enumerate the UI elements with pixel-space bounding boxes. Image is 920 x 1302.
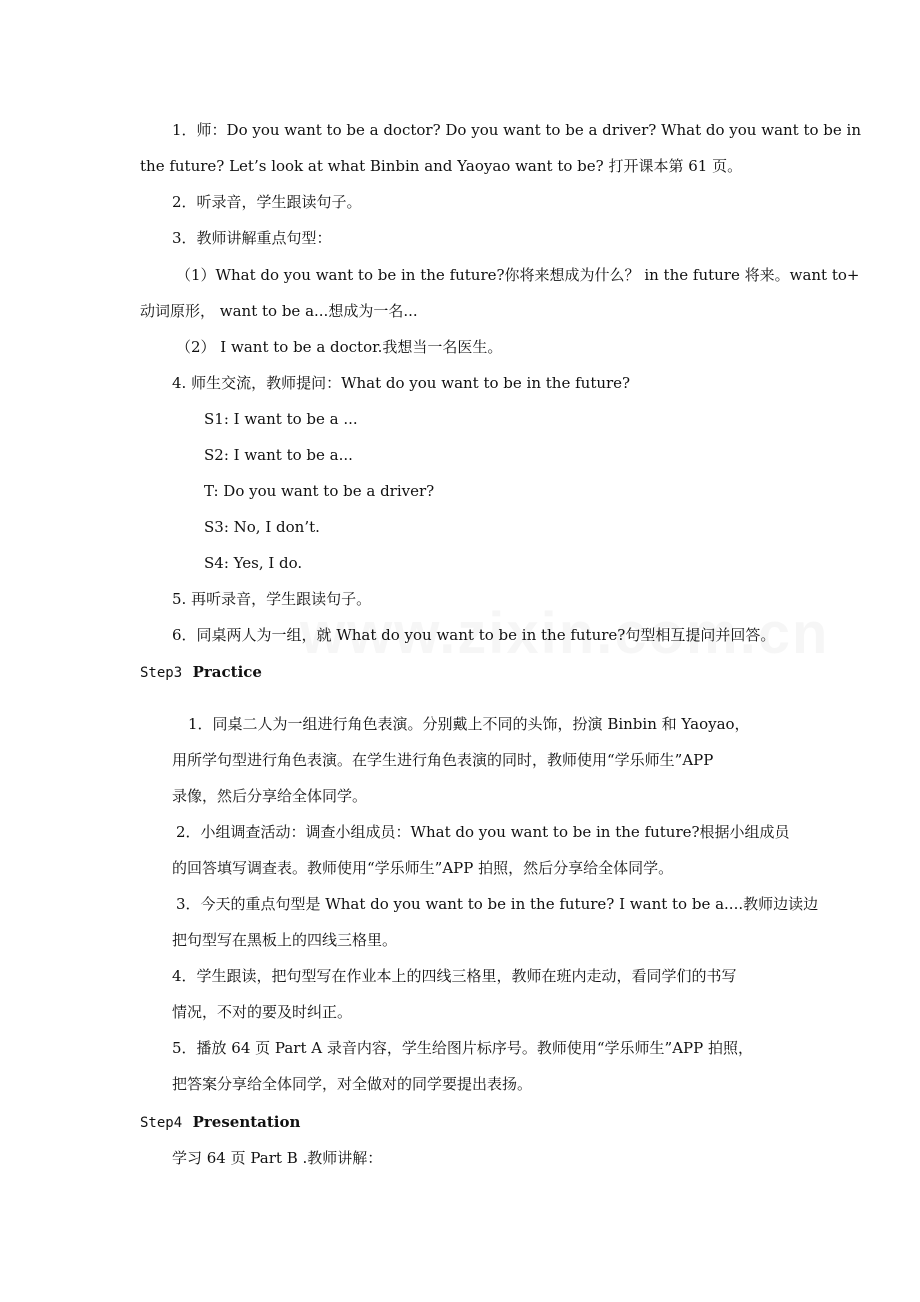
text-line: 录像，然后分享给全体同学。 — [172, 787, 368, 805]
text-line: the future? Let’s look at what Binbin and Yaoyao want to be? 打开课本第 61 页。 — [140, 157, 743, 175]
text-line: 3．教师讲解重点句型： — [172, 229, 332, 247]
text-line: 5．播放 64 页 Part A 录音内容，学生给图片标序号。教师使用“学乐师生”APP 拍照， — [172, 1039, 753, 1057]
text-line: （1）What do you want to be in the future?你将来想成为什么？ in the future 将来。want to+ — [176, 266, 860, 284]
text-line: 2．听录音，学生跟读句子。 — [172, 193, 362, 211]
text-line: 3．今天的重点句型是 What do you want to be in the future? I want to be a....教师边读边 — [176, 895, 819, 913]
text-line: 4．学生跟读，把句型写在作业本上的四线三格里，教师在班内走动，看同学们的书写 — [172, 967, 737, 985]
step4-heading — [140, 1112, 300, 1133]
text-line: （2） I want to be a doctor.我想当一名医生。 — [176, 338, 503, 356]
text-line: 把答案分享给全体同学，对全做对的同学要提出表扬。 — [172, 1075, 533, 1093]
text-line: 5. 再听录音，学生跟读句子。 — [172, 590, 372, 608]
dialogue-line: S1: I want to be a ... — [204, 410, 358, 428]
text-line: 情况，不对的要及时纠正。 — [172, 1003, 353, 1021]
dialogue-line: T: Do you want to be a driver? — [204, 482, 435, 500]
step3-code: Step3 — [140, 665, 183, 681]
text-line: 学习 64 页 Part B .教师讲解： — [172, 1149, 383, 1167]
text-line: 4. 师生交流，教师提问：What do you want to be in the future? — [172, 374, 631, 392]
step3-heading — [140, 662, 262, 683]
text-line: 用所学句型进行角色表演。在学生进行角色表演的同时，教师使用“学乐师生”APP — [172, 751, 714, 769]
dialogue-line: S2: I want to be a... — [204, 446, 353, 464]
text-line: 1．师：Do you want to be a doctor? Do you want to be a driver? What do you want to be in — [172, 121, 862, 139]
text-line: 的回答填写调查表。教师使用“学乐师生”APP 拍照，然后分享给全体同学。 — [172, 859, 674, 877]
text-line: 1．同桌二人为一组进行角色表演。分别戴上不同的头饰，扮演 Binbin 和 Yaoyao， — [188, 715, 750, 733]
step3-title: Practice — [192, 663, 262, 681]
text-line: 6．同桌两人为一组，就 What do you want to be in the future?句型相互提问并回答。 — [172, 626, 776, 644]
text-line: 动词原形， want to be a...想成为一名... — [140, 302, 418, 320]
dialogue-line: S3: No, I don’t. — [204, 518, 320, 536]
step4-code: Step4 — [140, 1115, 183, 1131]
text-line: 2．小组调查活动：调查小组成员：What do you want to be in the future?根据小组成员 — [176, 823, 790, 841]
dialogue-line: S4: Yes, I do. — [204, 554, 303, 572]
text-line: 把句型写在黑板上的四线三格里。 — [172, 931, 398, 949]
step4-title: Presentation — [192, 1113, 301, 1131]
